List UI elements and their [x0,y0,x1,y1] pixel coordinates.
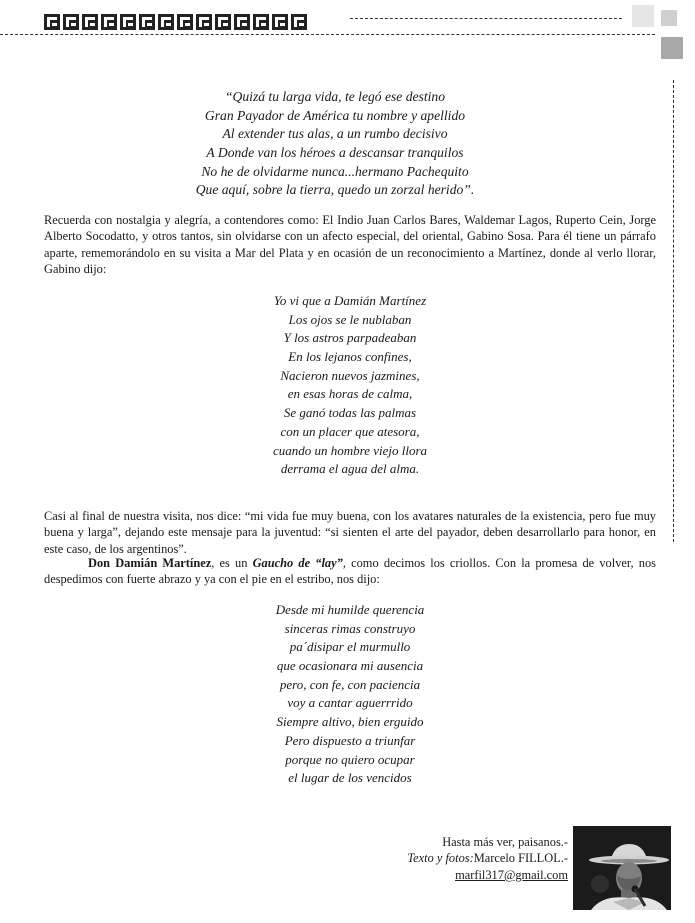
greek-key-ornament [215,14,231,30]
signature-block [407,834,568,883]
payador-portrait-photo [573,826,671,910]
poem-line: que ocasionara mi ausencia [276,658,424,674]
portrait-illustration [573,826,671,910]
greek-key-ornament [272,14,288,30]
greek-key-ornament [291,14,307,30]
greek-key-border [44,14,314,32]
greek-key-ornament [101,14,117,30]
greek-key-ornament [177,14,193,30]
poem-line: pero, con fe, con paciencia [279,676,421,692]
poem-line: “Quizá tu larga vida, te legó ese destino [225,89,445,104]
greek-key-ornament [44,14,60,30]
poem-line: Al extender tus alas, a un rumbo decisivo [222,126,448,142]
greek-key-ornament [234,14,250,30]
poem-line: No he de olvidarme nunca...hermano Pachequito [201,163,469,179]
decorative-square [632,5,654,27]
header-dashed-rule [350,18,622,19]
text-fragment: , como decimos los criollos. Con la promesa de volver, nos despedimos con fuerte abrazo y ya con el pie en el estribo, nos dijo: [44,556,657,587]
paragraph-final-visit: Casi al final de nuestra visita, nos dice: “mi vida fue muy buena, con los avatares naturales de la existencia, pero fue muy buena y larga”, dejando este mensaje para la juventud: “si sienten el arte del payador, deben desarrollarlo para honor, en este caso, de los argentinos”. [44,509,656,556]
poem-line: A Donde van los héroes a descansar tranquilos [206,145,464,161]
poem-line: cuando un hombre viejo llora [272,442,428,458]
poem-line: Nacieron nuevos jazmines, [280,367,420,383]
header-dashed-divider [0,34,655,35]
poem-line: Los ojos se le nublaban [288,311,412,327]
decorative-square [661,10,677,26]
decorative-square [661,37,683,59]
greek-key-ornament [120,14,136,30]
credit-line [407,850,568,866]
subject-name: Don Damián Martínez [88,556,212,570]
closing-poem [200,601,500,788]
poem-line: derrama el agua del alma. [280,461,420,477]
farewell-line: Hasta más ver, paisanos.- [442,835,568,849]
gabino-sosa-poem [200,292,500,479]
paragraph-farewell [44,555,656,588]
poem-line: Gran Payador de América tu nombre y apellido [204,107,466,123]
credit-label: Texto y fotos: [407,851,474,866]
author-email-link[interactable]: marfil317@gmail.com [455,867,568,882]
poem-line: Yo vi que a Damián Martínez [273,293,427,308]
poem-line: Pero dispuesto a triunfar [284,732,416,748]
poem-line: En los lejanos confines, [288,349,412,365]
opening-poem [150,88,520,200]
poem-line: Se ganó todas las palmas [283,405,417,421]
poem-line: voy a cantar aguerrrido [287,695,413,711]
poem-line: el lugar de los vencidos [288,770,412,786]
right-margin-dashed-rule [673,80,674,542]
gaucho-phrase: Gaucho de “lay” [252,556,343,570]
poem-line: pa´disipar el murmullo [289,639,411,655]
author-name: Marcelo FILLOL.- [473,851,568,866]
greek-key-ornament [139,14,155,30]
greek-key-ornament [63,14,79,30]
poem-line: porque no quiero ocupar [285,751,415,767]
greek-key-ornament [158,14,174,30]
greek-key-ornament [82,14,98,30]
poem-line: Desde mi humilde querencia [275,602,425,617]
paragraph-contenders: Recuerda con nostalgia y alegría, a contendores como: El Indio Juan Carlos Bares, Waldemar Lagos, Ruperto Cein, Jorge Alberto Socodatto, y otros tantos, sin olvidarse con un afecto especial, del oriental, Gabino Sosa. Para él tiene un párrafo aparte, rememorándolo en su visita a Mar del Plata y en ocasión de un reconocimiento a Martínez, donde al verlo llorar, Gabino dijo: [44,213,656,277]
poem-line: sinceras rimas construyo [284,620,416,636]
poem-line: Que aquí, sobre la tierra, quedo un zorzal herido”. [195,182,475,198]
greek-key-ornament [253,14,269,30]
text-fragment: , es un [211,556,253,570]
greek-key-ornament [196,14,212,30]
poem-line: con un placer que atesora, [280,423,420,439]
poem-line: Siempre altivo, bien erguido [276,714,424,730]
poem-line: en esas horas de calma, [287,386,413,402]
poem-line: Y los astros parpadeaban [283,330,417,346]
